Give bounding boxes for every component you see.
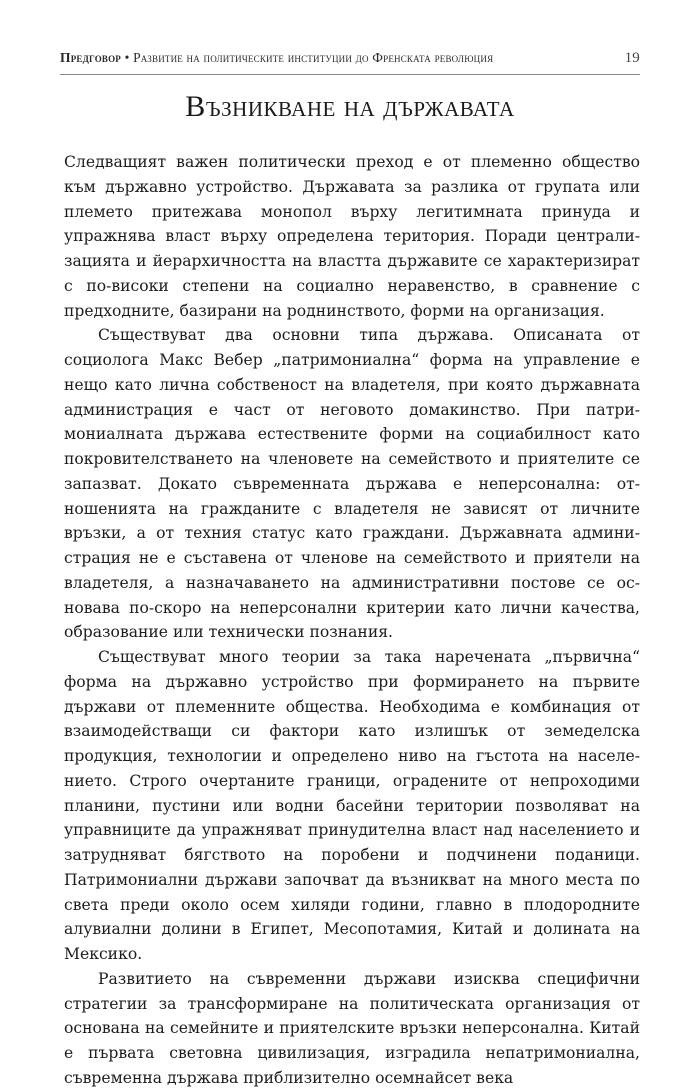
header-rule (60, 74, 640, 75)
paragraph: Съществуват два основни типа държава. Описаната от социолога Макс Вебер „патримониална“ форма на управление е нещо като лична собственост на владетеля, при която държавната администрация е част от неговото домакинство. При патримониалната държава естествените форми на социабилност като покровителстването на членовете на семейството и приятелите се запазват. Докато съвременната държава е неперсонална: отношенията на гражданите с владетеля не зависят от личните връзки, а от техния статус като граждани. Държавната администрация не е съставена от членове на семейството и приятели на владетеля, а назначаването на административни постове се основава по-скоро на неперсонални критерии като лични качества, образование или технически познания. (64, 326, 640, 642)
page-number: 19 (624, 50, 640, 66)
paragraph: Съществуват много теории за така наречената „първична“ форма на държавно устройство при формирането на първите държави от племенните общества. Необходима е комбинация от взаимодействащи си фактори като излишък от земеделска продукция, технологии и определено ниво на гъстота на населението. Строго очертаните граници, оградените от непроходими планини, пустини или водни басейни територии позволяват на управниците да упражняват принудителна власт над населението и затрудняват бягството на поробени и подчинени поданици. Патримониални държави започват да възникват на много места по света преди около осем хиляди години, главно в плодородните алувиални долини в Египет, Месопотамия, Китай и долината на Мексико. (64, 648, 640, 963)
paragraph: Следващият важен политически преход е от племенно общество към държавно устройство. Държавата за разлика от групата или племето притежава монопол върху легитимната принуда и упражнява власт върху определена територия. Поради централизацията и йерархичността на властта държавите се характеризират с по-високи степени на социално неравенство, в сравнение с предходните, базирани на роднинството, форми на организация. (64, 153, 640, 320)
body-text (64, 150, 640, 1091)
running-head-part: Предговор (60, 50, 121, 65)
running-head (60, 50, 640, 66)
paragraph: Развитието на съвременни държави изисква специфични стратегии за трансформиране на политическата организация от основана на семейните и приятелските връзки неперсонална. Китай е първата световна цивилизация, изградила непатримониална, съвременна държава приблизително осемнайсет века (64, 969, 640, 1087)
section-title: Възникване на държавата (185, 90, 515, 123)
running-head-separator: • (124, 50, 130, 65)
running-head-chapter: Развитие на политическите институции до Френската революция (133, 50, 494, 65)
